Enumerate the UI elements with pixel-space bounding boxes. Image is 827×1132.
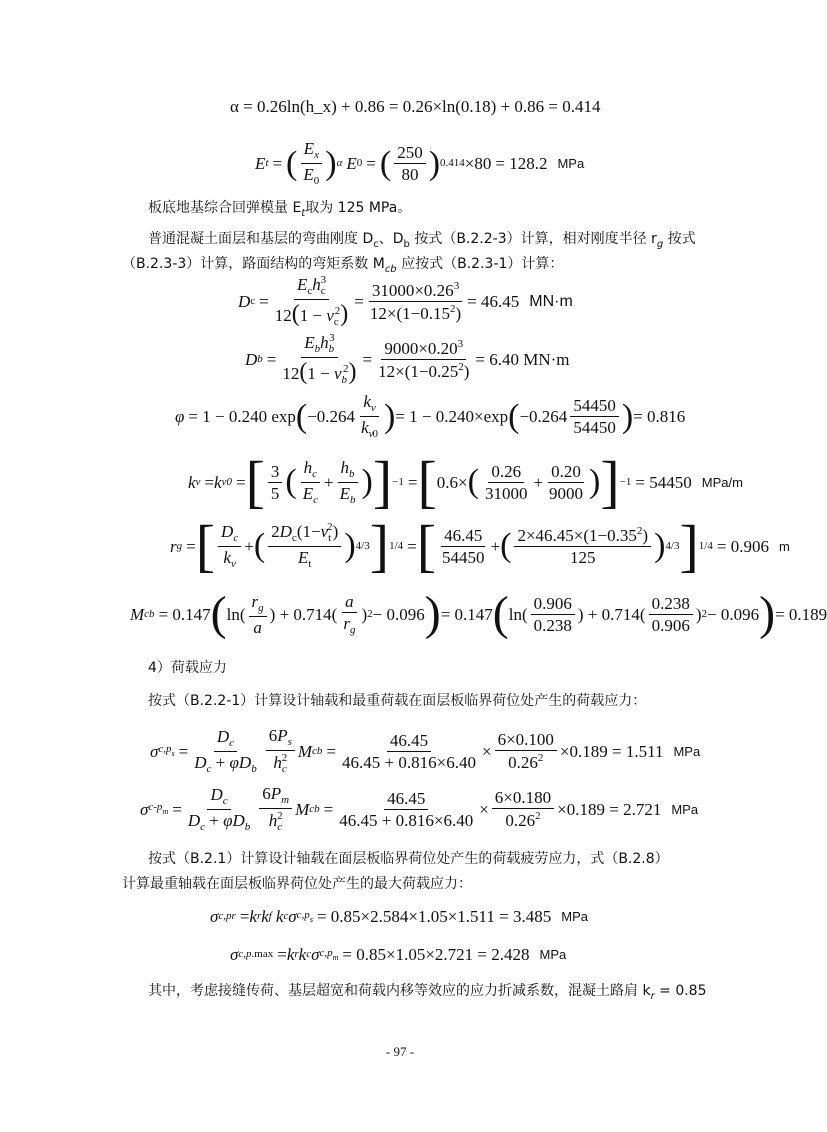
db-result: = 6.40 MN·m	[475, 350, 570, 369]
et-result: = 128.2	[495, 154, 548, 173]
equation-sigma-pr: σ c,pr = k r k f k c σ $c,p_s$ = 0.85×2.584×1.05×1.511 = 3.485 MPa	[210, 907, 588, 926]
et-exp-alpha: α	[336, 157, 343, 169]
alpha-text: α = 0.26ln(h_x) + 0.86 = 0.26×ln(0.18) + 0.86 = 0.414	[230, 97, 601, 116]
paragraph-max-stress: 计算最重轴载在面层板临界荷位处产生的最大荷载应力：	[122, 876, 472, 892]
rg-result: = 0.906	[716, 536, 769, 556]
et-tail: ×80	[464, 154, 492, 173]
equation-dc: D c = $\frac{E_ch_c^3}{12(1 - v_c^2)}$ = $\frac{31000\times 0.26^3}{12\times(1-0.15^2)}$ = 46.45 MN·m	[238, 274, 573, 328]
rg-exp-43a: 4/3	[355, 539, 370, 552]
sigma-pmax-text: = 0.85×1.05×2.721 = 2.428	[342, 945, 530, 964]
sigma-ps-result: ×0.189 = 1.511	[559, 741, 664, 761]
mcb-result: = 0.189	[775, 604, 827, 624]
paragraph-foundation-modulus: 板底地基综合回弹模量 $E_t$取为 125 MPa。	[148, 200, 412, 219]
paragraph-fatigue-stress: 按式（B.2.1）计算设计轴载在面层板临界荷位处产生的荷载疲劳应力，式（B.2.8）	[148, 851, 669, 867]
equation-sigma-pmax: σ c,p. max = k r k c σ $c,p_m$ = 0.85×1.05×2.721 = 2.428 MPa	[230, 945, 567, 964]
sigma-pm-result: ×0.189 = 2.721	[557, 799, 662, 819]
rg-exp-14a: 1/4	[389, 539, 404, 552]
kv-unit: MPa/m	[701, 474, 743, 490]
paragraph-load-stress: 按式（B.2.2-1）计算设计轴载和最重荷载在面层板临界荷位处产生的荷载应力：	[148, 693, 647, 709]
rg-unit: m	[778, 538, 790, 554]
kv-result: = 54450	[635, 472, 692, 492]
sigma-pr-unit: MPa	[561, 909, 588, 924]
sigma-pmax-unit: MPa	[539, 947, 567, 962]
dc-result: = 46.45	[467, 292, 520, 311]
equation-rg: r g = [ $\frac{D_c}{k_v}$ + ( $\frac{2D_c(1-v_t^2)}{E_t}$ ) 4/3 ] 1/4 = [ $\frac{46.45}{54450}$ + ( $\frac{2\times 46.45\times(1-0.35^2)}{125}$ ) 4/3 ] 1/4 = 0.906 m	[170, 513, 790, 578]
sigma-pm-unit: MPa	[671, 801, 699, 817]
equation-phi: φ = 1 − 0.240 exp ( −0.264 $\frac{k_v}{k_{v0}}$ ) = 1 − 0.240×exp ( −0.264 $\frac{54450}{54450}$ ) = 0.816	[175, 392, 686, 440]
section-heading-load-stress: 4）荷载应力	[148, 660, 227, 676]
equation-sigma-pm: σ $c-p_m$ = $\frac{D_c}{D_c + \varphi D_b}$ $\frac{6P_m}{h_c^2}$ M cb = $\frac{46.45}{46.45 + 0.816\times 6.40}$ × $\frac{6\times 0.180}{0.26^2}$ ×0.189 = 2.721 MPa	[140, 784, 699, 833]
et-unit: MPa	[557, 156, 585, 171]
dc-unit: MN·m	[529, 292, 573, 310]
paragraph-stiffness-cont: （B.2.3-3）计算，路面结构的弯矩系数 $M_{cb}$ 应按式（B.2.3-1）计算：	[122, 256, 564, 275]
page-number: - 97 -	[385, 1044, 415, 1059]
equation-sigma-ps: σ $c,p_s$ = $\frac{D_c}{D_c + \varphi D_b}$ $\frac{6P_s}{h_c^2}$ M cb = $\frac{46.45}{46.45 + 0.816\times 6.40}$ × $\frac{6\times 0.100}{0.26^2}$ ×0.189 = 1.511 MPa	[150, 726, 701, 775]
equation-kv: k v = k v0 = [ $\frac{3}{5}$ ( $\frac{h_c}{E_c}$ + $\frac{h_b}{E_b}$ ) ] −1 = [ 0.6× ( $\frac{0.26}{31000}$ + $\frac{0.20}{9000}$ ) ] −1 = 54450 MPa/m	[188, 449, 743, 514]
rg-exp-43b: 4/3	[665, 539, 680, 552]
paragraph-reduction-factor: 其中，考虑接缝传荷、基层超宽和荷载内移等效应的应力折减系数，混凝土路肩 $k_r = 0.85$	[148, 983, 707, 1002]
equation-alpha	[230, 98, 601, 115]
et-exp-value: 0.414	[440, 157, 465, 169]
equation-et: E t = ( $\frac{E_x}{E_0}$ ) α E 0 = ( $\frac{250}{80}$ ) 0.414 ×80 = 128.2 MPa	[255, 139, 585, 187]
sigma-pr-text: = 0.85×2.584×1.05×1.511 = 3.485	[316, 907, 552, 926]
equation-mcb: M cb = 0.147 ( ln( $\frac{r_g}{a}$ ) + 0.714( $\frac{a}{r_g}$ ) 2 − 0.096 ) = 0.147 ( ln( $\frac{0.906}{0.238}$ ) + 0.714( $\frac{0.238}{0.906}$ ) 2 − 0.096 ) = 0.189	[130, 587, 827, 640]
equation-db: D b = $\frac{E_bh_b^3}{12(1 - v_b^2)}$ = $\frac{9000\times 0.20^3}{12\times(1-0.25^2)}$ = 6.40 MN·m	[245, 332, 570, 386]
phi-result: = 0.816	[633, 407, 686, 426]
sigma-ps-unit: MPa	[673, 743, 701, 759]
rg-exp-14b: 1/4	[698, 539, 713, 552]
paragraph-stiffness: 普通混凝土面层和基层的弯曲刚度 $D_c$、$D_b$ 按式（B.2.2-3）计算，相对刚度半径 $r_g$ 按式	[148, 231, 696, 250]
